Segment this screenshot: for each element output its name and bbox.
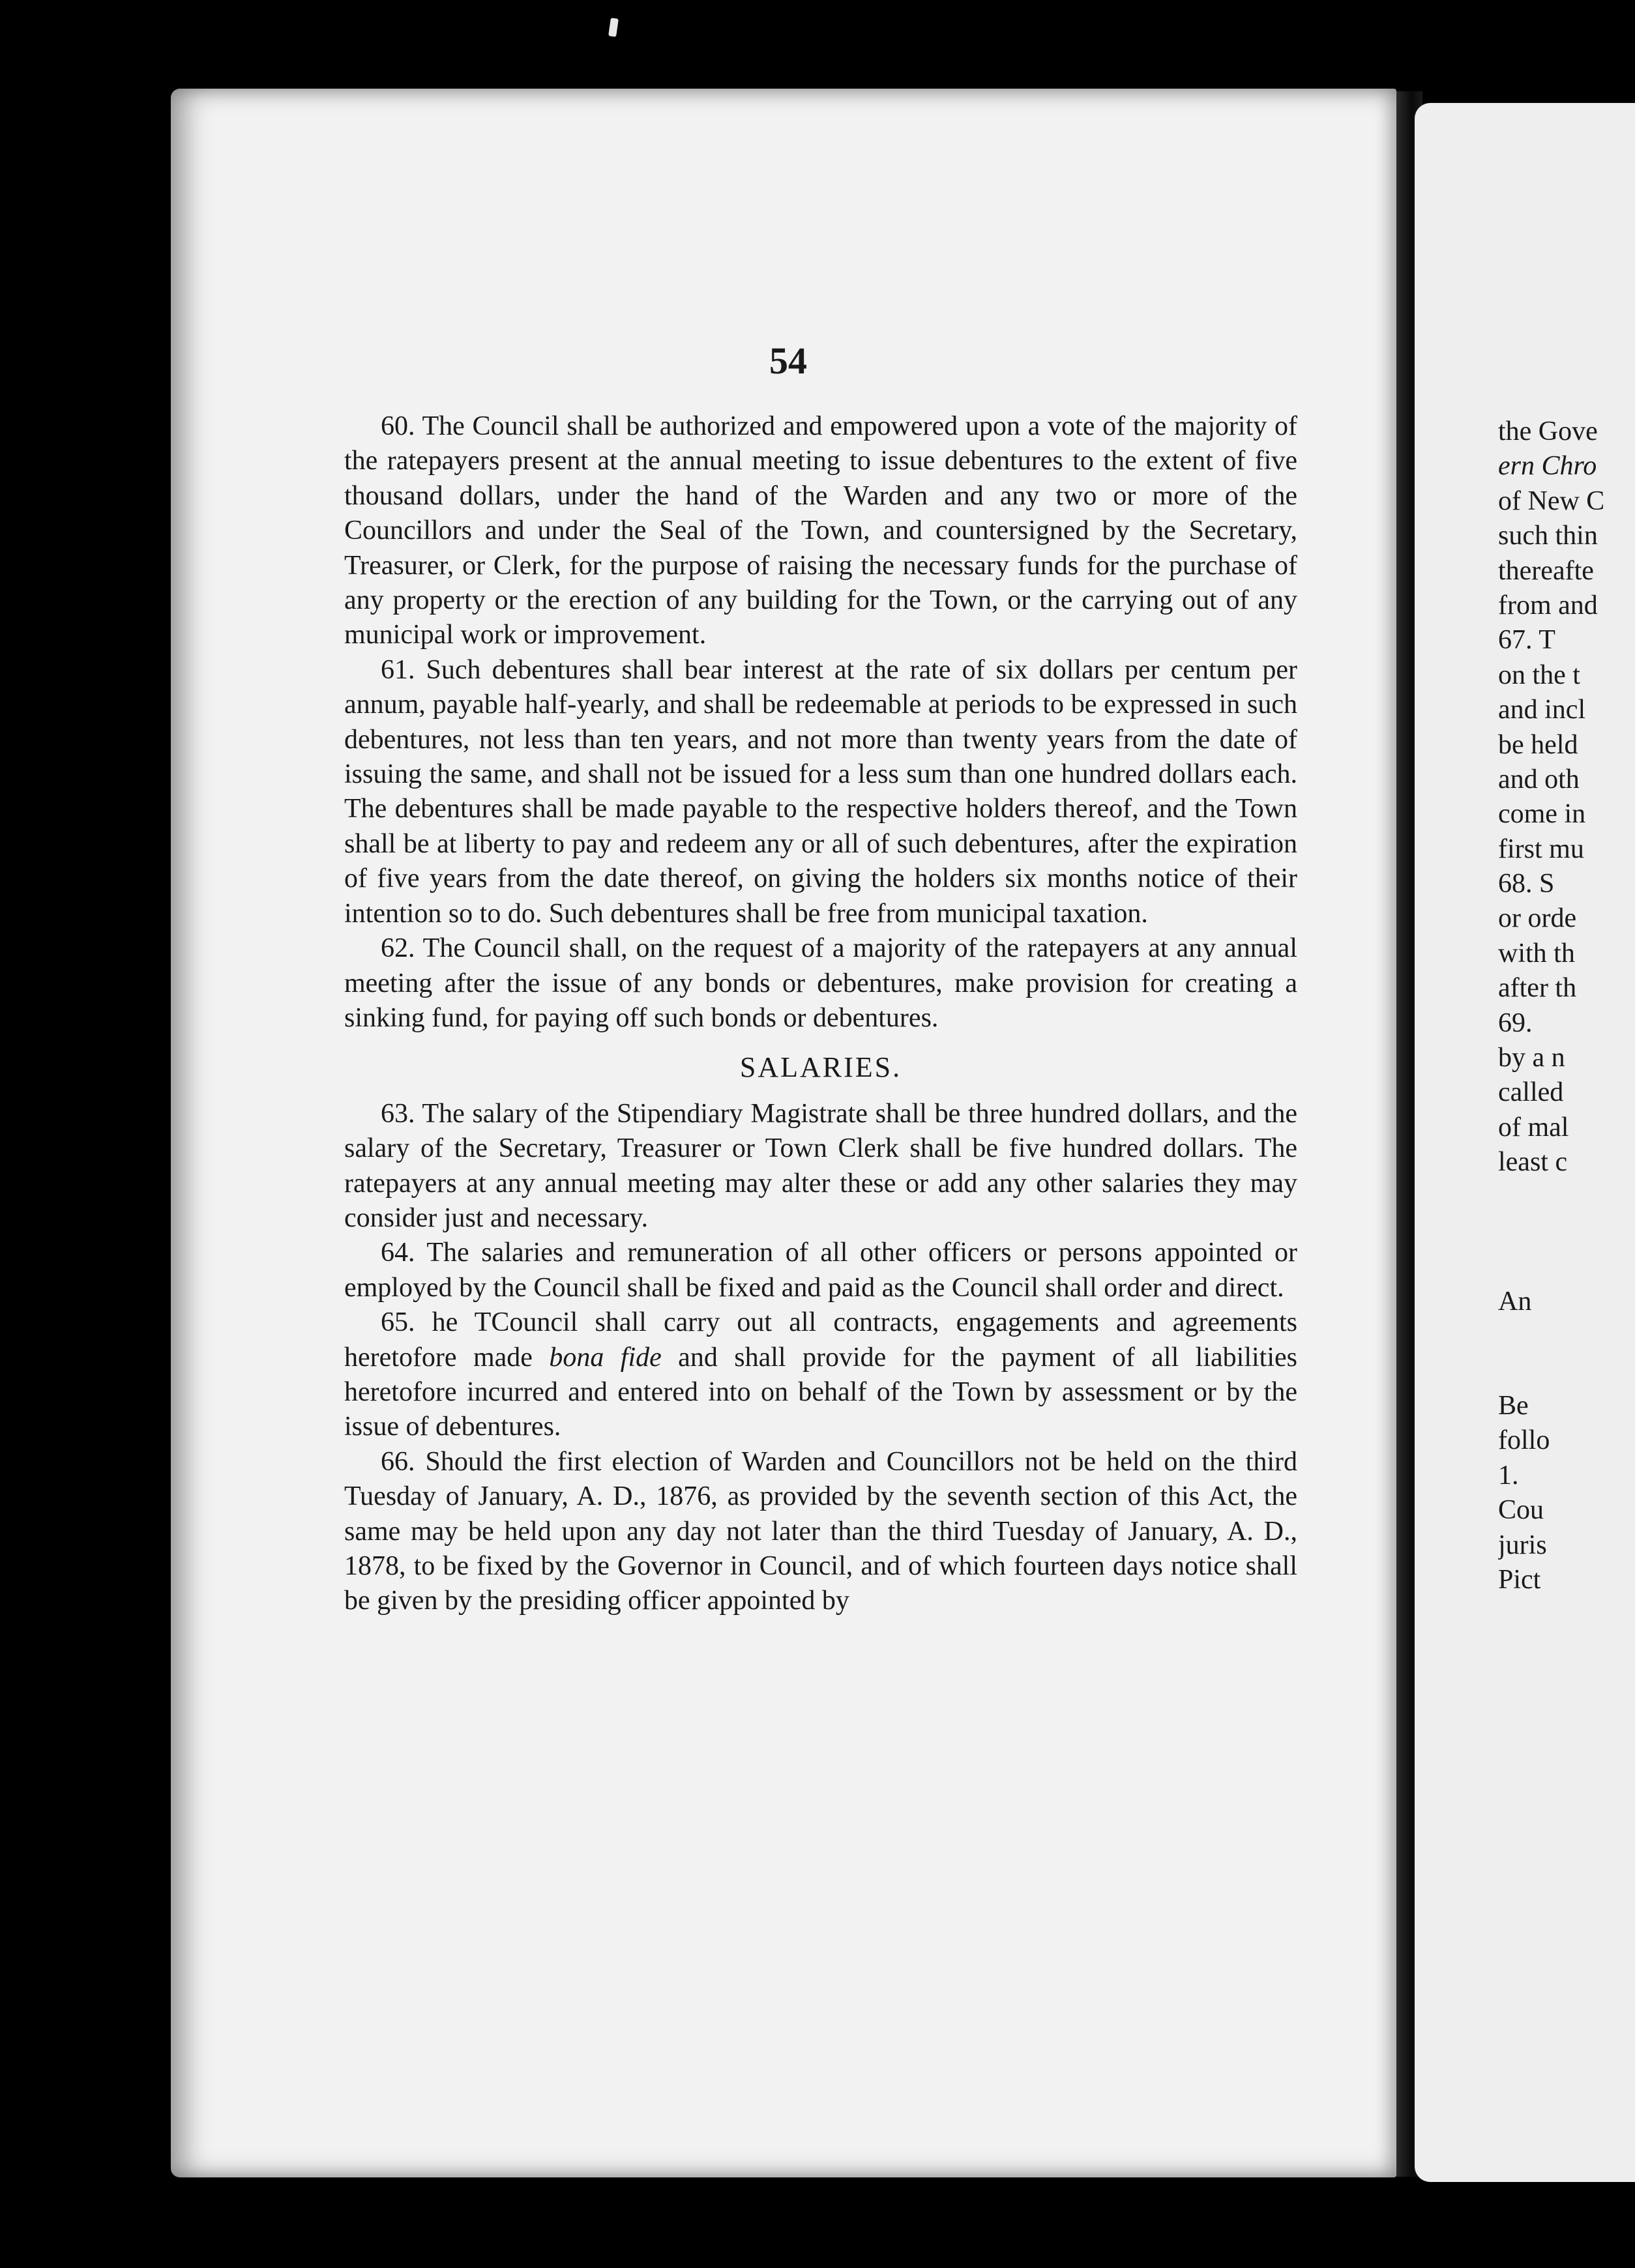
section-heading-salaries: SALARIES.: [739, 1051, 902, 1084]
right-line: 67. T: [1498, 625, 1555, 656]
right-line: after th: [1498, 973, 1577, 1004]
right-line: with th: [1498, 938, 1575, 968]
right-line: Be: [1498, 1390, 1529, 1421]
right-line: Cou: [1498, 1495, 1544, 1526]
right-line: of New C: [1498, 486, 1605, 516]
right-line: [1498, 1319, 1635, 1354]
right-line: [1498, 1354, 1635, 1389]
page-number: 54: [769, 340, 807, 382]
right-line: or orde: [1498, 903, 1577, 934]
paragraph-65-text-start: 65. he TCouncil shall carry out all contracts, engagements and agreements heretofore made: [344, 1307, 1297, 1373]
right-line: come in: [1498, 799, 1586, 830]
right-line: the Gove: [1498, 416, 1598, 446]
left-page-text: [344, 409, 1297, 1619]
right-line: 1.: [1498, 1460, 1519, 1490]
right-line: on the t: [1498, 660, 1580, 690]
paragraph-65-text-end: and shall provide for the payment of all liabilities heretofore incurred and entered into on behalf of the Town by assessment or by the issue of debentures.: [344, 1342, 1297, 1442]
right-line: first mu: [1498, 834, 1584, 864]
paragraph-61: 61. Such debentures shall bear interest at the rate of six dollars per centum per annum, payable half-yearly, and shall be redeemable at periods to be expressed in such debentures, not less than ten years, and not more than twenty years from the date of issuing the same, and shall not be issued for a less sum than one hundred dollars each. The debentures shall be made payable to the respective holders thereof, and the Town shall be at liberty to pay and redeem any or all of such debentures, after the expiration of five years from the date thereof, on giving the holders six months notice of their intention so to do. Such debentures shall be free from municipal taxation.: [344, 654, 1297, 929]
right-line: from and: [1498, 590, 1598, 620]
paragraph-66: 66. Should the first election of Warden and Councillors not be held on the third Tuesday of January, A. D., 1876, as provided by the seventh section of this Act, the same may be held upon any day not later than the third Tuesday of January, A. D., 1878, to be fixed by the Governor in Council, and of which fourteen days notice shall be given by the presiding officer appointed by: [344, 1446, 1297, 1616]
paragraph-64: 64. The salaries and remuneration of all other officers or persons appointed or employed by the Council shall be fixed and paid as the Council shall order and direct.: [344, 1238, 1297, 1303]
right-line: and incl: [1498, 695, 1586, 725]
right-line: [1498, 1215, 1635, 1249]
right-line: of mal: [1498, 1112, 1569, 1142]
scan-mark: [608, 18, 619, 36]
right-line: be held: [1498, 729, 1578, 760]
paragraph-62: 62. The Council shall, on the request of a majority of the ratepayers at any annual meeting after the issue of any bonds or debentures, make provision for creating a sinking fund, for paying off such bonds or debentures.: [344, 933, 1297, 1033]
right-line: called: [1498, 1077, 1564, 1108]
paragraph-60: 60. The Council shall be authorized and empowered upon a vote of the majority of the ratepayers present at the annual meeting to issue debentures to the extent of five thousand dollars, under the hand of the Warden and any two or more of the Councillors and under the Seal of the Town, and countersigned by the Secretary, Treasurer, or Clerk, for the purpose of raising the necessary funds for the purchase of any property or the erection of any building for the Town, or the carrying out of any municipal work or improvement.: [344, 411, 1297, 650]
right-line: 68. S: [1498, 869, 1555, 899]
paragraph-63: 63. The salary of the Stipendiary Magistrate shall be three hundred dollars, and the salary of the Secretary, Treasurer or Town Clerk shall be five hundred dollars. The ratepayers at any annual meeting may alter these or add any other salaries they may consider just and necessary.: [344, 1098, 1297, 1233]
paragraph-65: [344, 1305, 1297, 1445]
right-line: follo: [1498, 1425, 1550, 1456]
right-line: 69.: [1498, 1008, 1533, 1038]
right-line: such thin: [1498, 521, 1598, 551]
right-line: Pict: [1498, 1564, 1541, 1595]
right-line: thereafte: [1498, 555, 1594, 586]
right-line: [1498, 1249, 1635, 1284]
right-line: by a n: [1498, 1043, 1565, 1073]
right-line: and oth: [1498, 764, 1580, 794]
right-line: [1498, 1180, 1635, 1215]
right-line: least c: [1498, 1147, 1568, 1178]
paragraph-65-italic: bona fide: [549, 1342, 662, 1373]
right-page-text: [1498, 414, 1635, 1597]
right-line: juris: [1498, 1530, 1547, 1560]
right-line: ern Chro: [1498, 451, 1597, 482]
right-line: An: [1498, 1286, 1532, 1316]
